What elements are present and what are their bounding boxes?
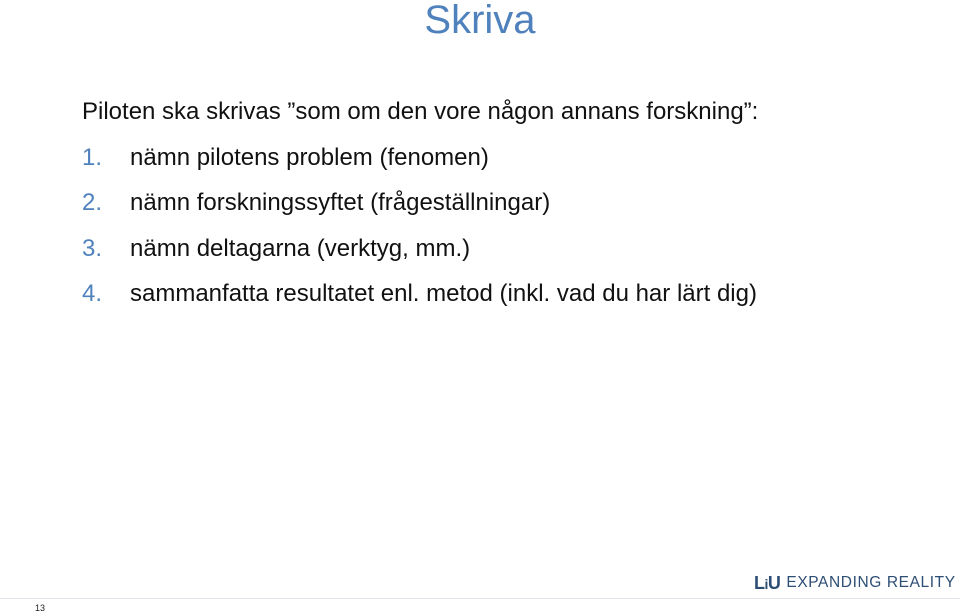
list-item [82,188,757,233]
list-item-text: sammanfatta resultatet enl. metod (inkl. vad du har lärt dig) [130,279,757,307]
page-number: 13 [35,603,46,613]
list-item-text: nämn pilotens problem (fenomen) [130,144,489,171]
list-item-number: 1. [82,144,103,171]
logo-letter-u: U [767,572,781,593]
list-item [82,234,757,279]
numbered-list [82,143,757,324]
list-item [82,143,757,188]
logo-tagline: EXPANDING REALITY [786,574,956,591]
list-item-text: nämn deltagarna (verktyg, mm.) [130,234,471,262]
list-item [82,279,757,324]
list-item-number: 3. [82,234,103,262]
logo-letter-l: L [754,572,765,593]
list-item-number: 4. [82,279,103,307]
liu-logo [754,573,956,593]
logo-letter-i: i [764,575,768,592]
footer-divider [0,598,960,599]
intro-text: Piloten ska skrivas ”som om den vore någon annans forskning”: [82,98,759,125]
liu-logo-mark [754,573,780,594]
list-item-number: 2. [82,189,103,217]
slide-title: Skriva [424,0,536,42]
list-item-text: nämn forskningssyftet (frågeställningar) [130,189,551,217]
